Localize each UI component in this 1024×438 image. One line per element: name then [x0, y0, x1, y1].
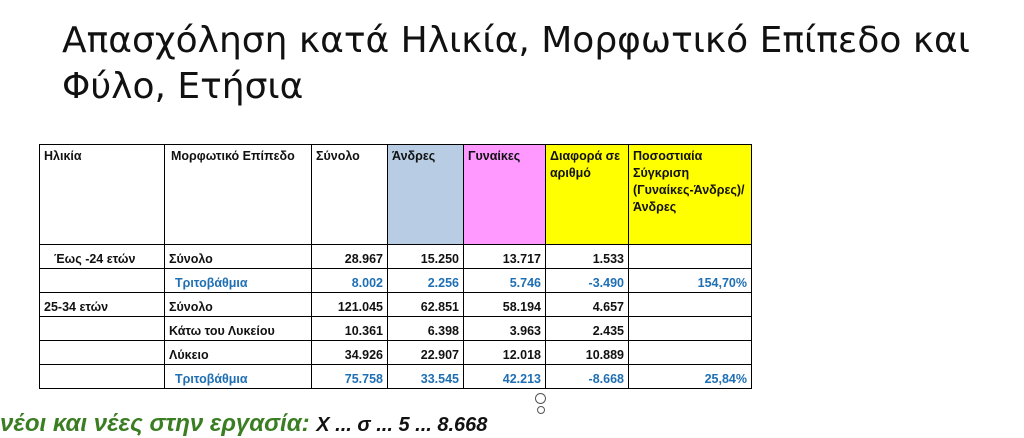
cell-percentage: [629, 341, 752, 365]
cell-women: 12.018: [464, 341, 546, 365]
header-men: Άνδρες: [388, 145, 464, 245]
employment-table: [39, 144, 752, 389]
cell-difference: -8.668: [546, 365, 629, 389]
cell-difference: 1.533: [546, 245, 629, 269]
footer-dark-text: Χ ... σ ... 5 ... 8.668: [316, 414, 488, 436]
cell-women: 42.213: [464, 365, 546, 389]
header-percentage: Ποσοστιαία Σύγκριση (Γυναίκες-Άνδρες)/ Άνδρες: [629, 145, 752, 245]
header-women: Γυναίκες: [464, 145, 546, 245]
cell-total: 8.002: [312, 269, 388, 293]
cell-women: 58.194: [464, 293, 546, 317]
cell-education: Κάτω του Λυκείου: [165, 317, 312, 341]
header-age: Ηλικία: [40, 145, 165, 245]
header-difference: Διαφορά σε αριθμό: [546, 145, 629, 245]
cell-education: Τριτοβάθμια: [165, 269, 312, 293]
rotate-handle[interactable]: [535, 393, 546, 404]
cell-education: Λύκειο: [165, 341, 312, 365]
cell-age: [40, 341, 165, 365]
cell-education: Σύνολο: [165, 293, 312, 317]
cell-total: 10.361: [312, 317, 388, 341]
cell-total: 28.967: [312, 245, 388, 269]
cell-women: 3.963: [464, 317, 546, 341]
cell-age: [40, 317, 165, 341]
cell-education: Σύνολο: [165, 245, 312, 269]
cell-education: Τριτοβάθμια: [165, 365, 312, 389]
cell-total: 34.926: [312, 341, 388, 365]
cell-percentage: [629, 245, 752, 269]
header-total: Σύνολο: [312, 145, 388, 245]
table-header-row: [40, 145, 752, 245]
table-row: [40, 365, 752, 389]
cell-percentage: [629, 293, 752, 317]
cell-difference: 2.435: [546, 317, 629, 341]
cell-total: 75.758: [312, 365, 388, 389]
cell-percentage: 154,70%: [629, 269, 752, 293]
cell-men: 22.907: [388, 341, 464, 365]
cell-age: [40, 269, 165, 293]
cell-percentage: 25,84%: [629, 365, 752, 389]
cell-difference: 10.889: [546, 341, 629, 365]
cell-difference: 4.657: [546, 293, 629, 317]
page-title: Απασχόληση κατά Ηλικία, Μορφωτικό Επίπεδο και Φύλο, Ετήσια: [62, 20, 970, 107]
cell-difference: -3.490: [546, 269, 629, 293]
table-row: [40, 341, 752, 365]
cell-age: [40, 365, 165, 389]
cell-age: Έως -24 ετών: [40, 245, 165, 269]
table-row: [40, 245, 752, 269]
cell-percentage: [629, 317, 752, 341]
cell-women: 13.717: [464, 245, 546, 269]
table-row: [40, 317, 752, 341]
cell-total: 121.045: [312, 293, 388, 317]
header-education: Μορφωτικό Επίπεδο: [165, 145, 312, 245]
footer-green-text: νέοι και νέες στην εργασία:: [0, 410, 310, 437]
cell-men: 33.545: [388, 365, 464, 389]
cell-men: 2.256: [388, 269, 464, 293]
table-row: [40, 269, 752, 293]
cell-age: 25-34 ετών: [40, 293, 165, 317]
cell-women: 5.746: [464, 269, 546, 293]
cell-men: 15.250: [388, 245, 464, 269]
cell-men: 62.851: [388, 293, 464, 317]
cell-men: 6.398: [388, 317, 464, 341]
table-row: [40, 293, 752, 317]
footer-text: [0, 410, 1024, 437]
